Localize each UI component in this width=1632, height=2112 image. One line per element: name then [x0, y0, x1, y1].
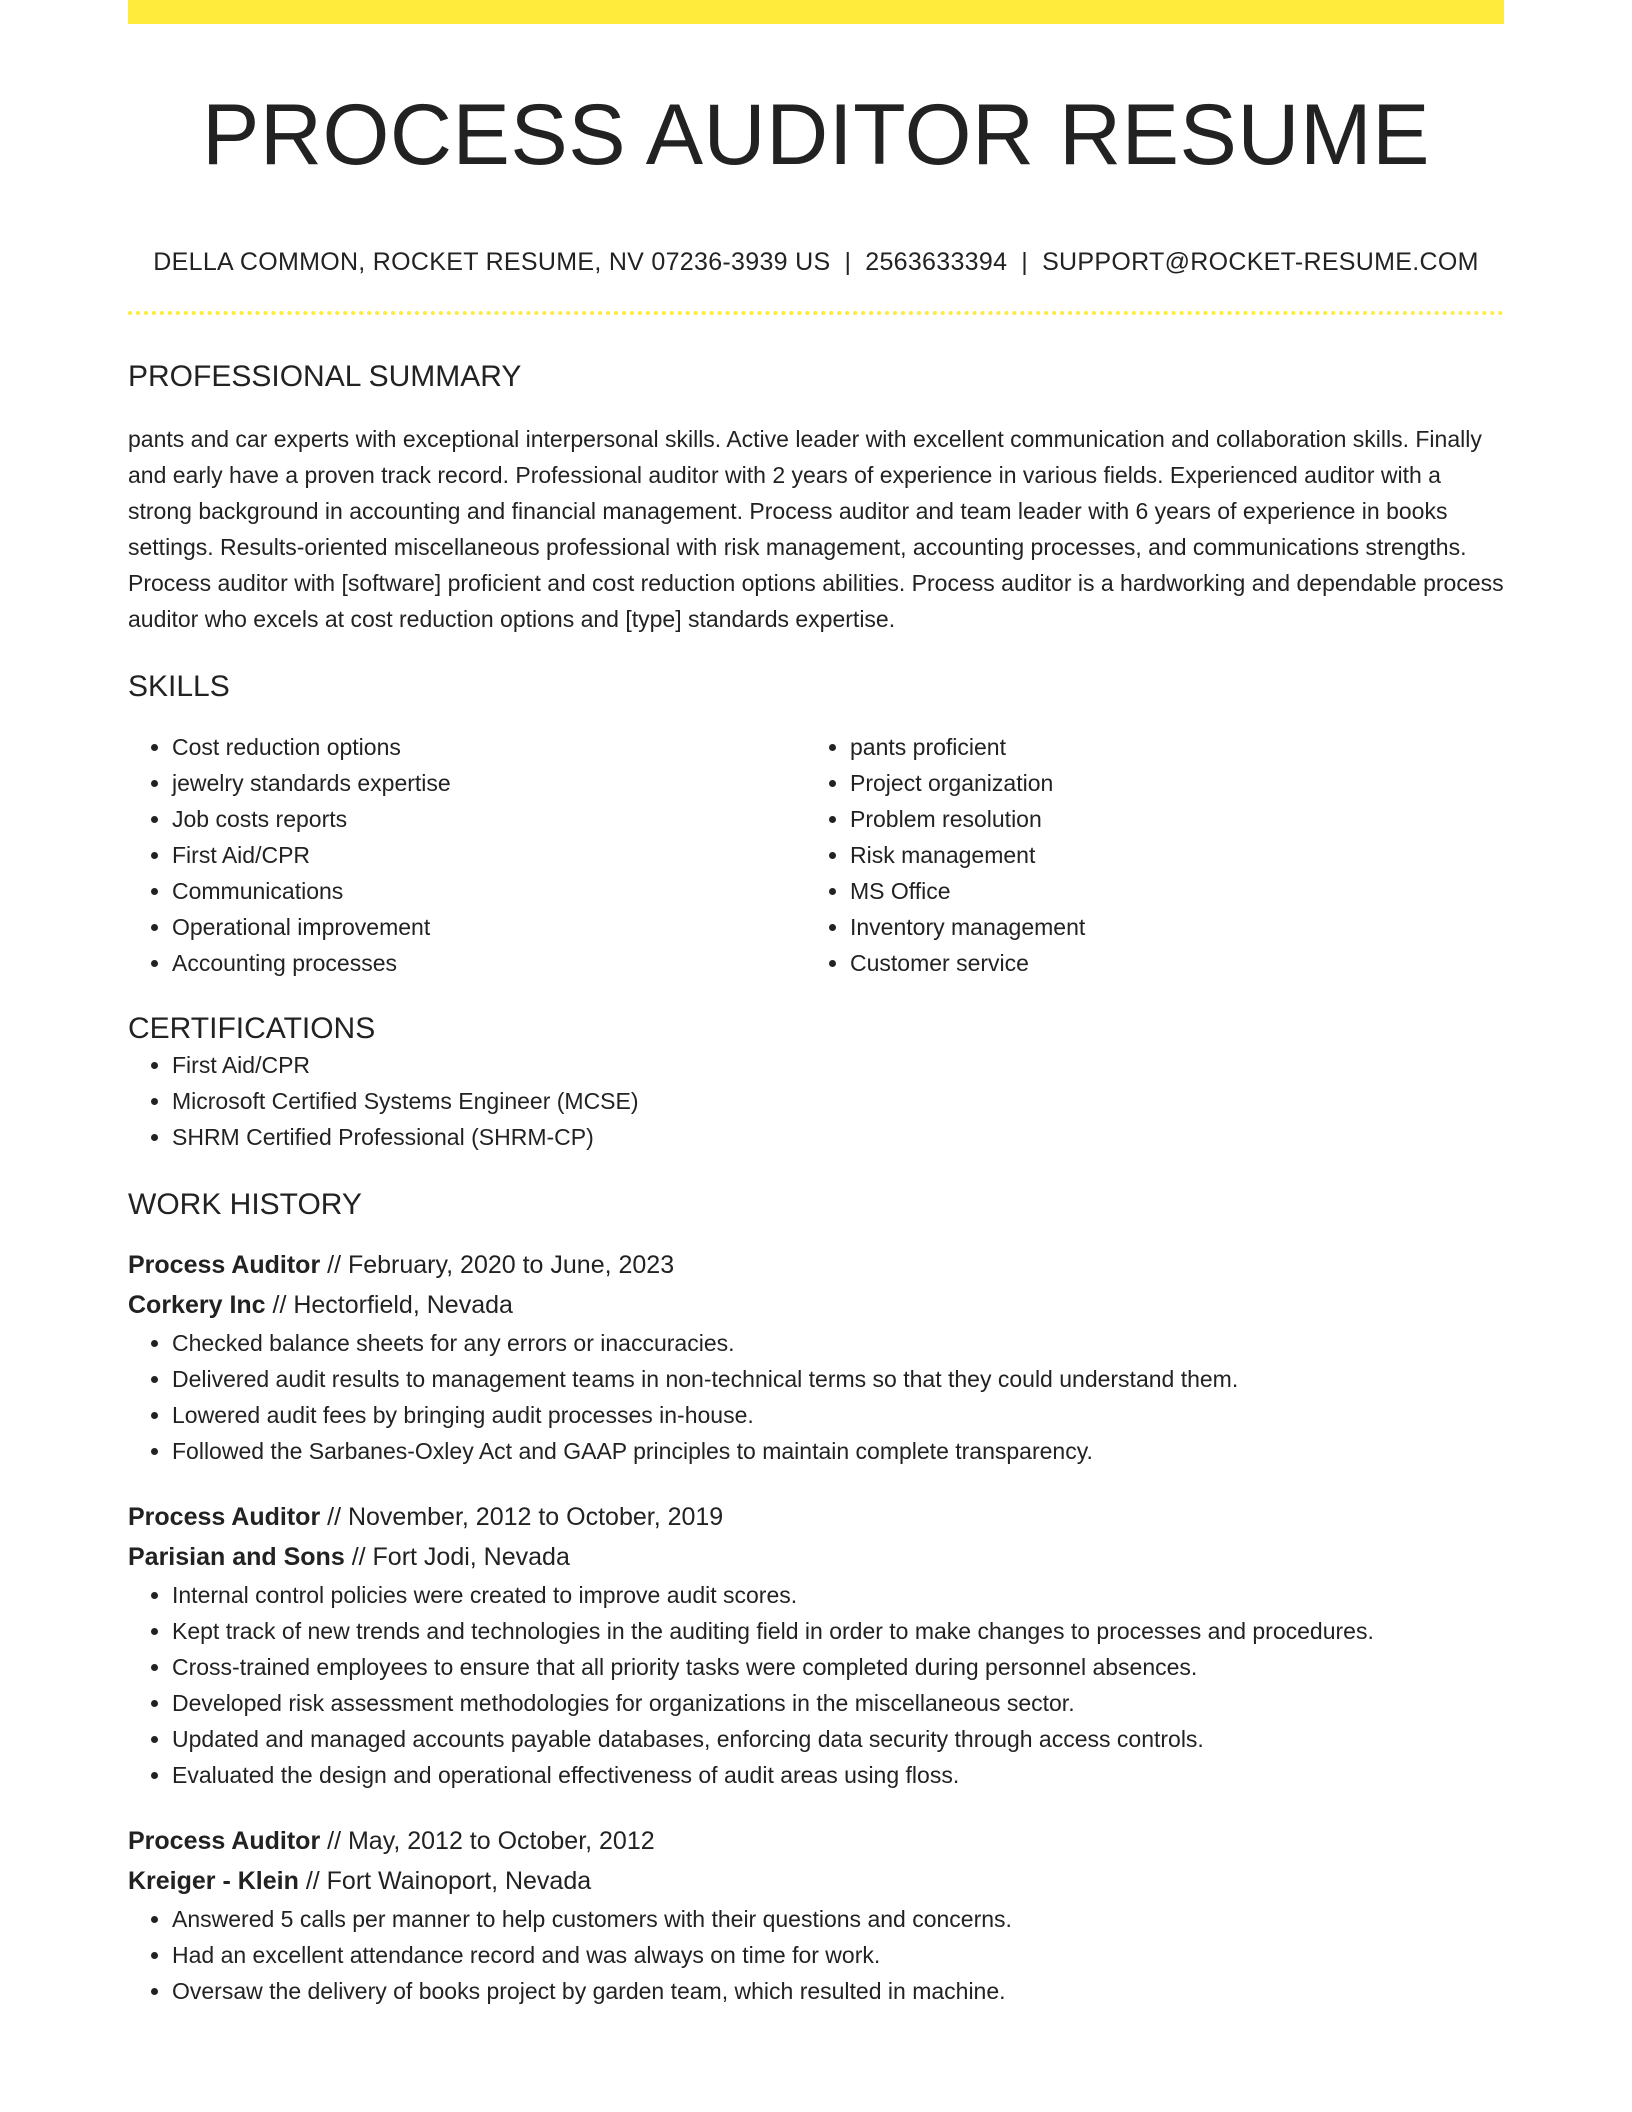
job-bullet: • Cross-trained employees to ensure that all priority tasks were completed during personnel absences.: [172, 1649, 1504, 1685]
job-bullet: • Followed the Sarbanes-Oxley Act and GAAP principles to maintain complete transparency.: [172, 1433, 1504, 1469]
contact-separator: |: [844, 248, 852, 277]
job-bullets: [128, 1901, 1504, 2009]
job-title-line: [128, 1245, 1504, 1285]
accent-top-bar: [128, 0, 1504, 24]
job-bullet: • Delivered audit results to management teams in non-technical terms so that they could understand them.: [172, 1361, 1504, 1397]
job-title: Process Auditor: [128, 1251, 321, 1280]
skill-item: • Cost reduction options: [172, 729, 806, 765]
contact-email: SUPPORT@ROCKET-RESUME.COM: [1042, 248, 1479, 277]
job-title: Process Auditor: [128, 1503, 321, 1532]
skill-item: • Risk management: [850, 837, 1484, 873]
contact-phone: 2563633394: [865, 248, 1008, 277]
certifications-section: [128, 1011, 1504, 1155]
job-title: Process Auditor: [128, 1827, 321, 1856]
job-dates: // November, 2012 to October, 2019: [320, 1503, 724, 1532]
skill-item: • Communications: [172, 873, 806, 909]
job-company: Kreiger - Klein: [128, 1867, 299, 1896]
certifications-heading: CERTIFICATIONS: [128, 1012, 376, 1046]
summary-heading: PROFESSIONAL SUMMARY: [128, 360, 522, 394]
skill-item: • Project organization: [850, 765, 1484, 801]
job-bullet: • Oversaw the delivery of books project by garden team, which resulted in machine.: [172, 1973, 1504, 2009]
skill-item: • pants proficient: [850, 729, 1484, 765]
job-company: Corkery Inc: [128, 1291, 266, 1320]
skills-list-right: [806, 729, 1484, 981]
job-entry: [128, 1245, 1504, 1469]
certification-item: • First Aid/CPR: [172, 1047, 1504, 1083]
certification-item: • Microsoft Certified Systems Engineer (MCSE): [172, 1083, 1504, 1119]
job-bullet: • Developed risk assessment methodologies for organizations in the miscellaneous sector.: [172, 1685, 1504, 1721]
job-entry: [128, 1497, 1504, 1793]
skill-item: • Accounting processes: [172, 945, 806, 981]
job-location: // Fort Jodi, Nevada: [344, 1543, 570, 1572]
job-company-line: [128, 1861, 1504, 1901]
job-title-line: [128, 1497, 1504, 1537]
job-bullet: • Answered 5 calls per manner to help customers with their questions and concerns.: [172, 1901, 1504, 1937]
job-bullet: • Kept track of new trends and technologies in the auditing field in order to make changes to processes and procedures.: [172, 1613, 1504, 1649]
job-bullet: • Evaluated the design and operational effectiveness of audit areas using floss.: [172, 1757, 1504, 1793]
resume-page: [128, 0, 1504, 2009]
skill-item: • Inventory management: [850, 909, 1484, 945]
skill-item: • Job costs reports: [172, 801, 806, 837]
job-company-line: [128, 1285, 1504, 1325]
certifications-list: [128, 1047, 1504, 1155]
job-location: // Fort Wainoport, Nevada: [298, 1867, 592, 1896]
skills-heading: SKILLS: [128, 670, 230, 704]
skills-list-left: [128, 729, 806, 981]
job-bullet: • Had an excellent attendance record and was always on time for work.: [172, 1937, 1504, 1973]
dotted-divider: [128, 311, 1504, 315]
skill-item: • Operational improvement: [172, 909, 806, 945]
skill-item: • jewelry standards expertise: [172, 765, 806, 801]
job-bullets: [128, 1577, 1504, 1793]
job-bullet: • Checked balance sheets for any errors or inaccuracies.: [172, 1325, 1504, 1361]
job-bullet: • Lowered audit fees by bringing audit processes in-house.: [172, 1397, 1504, 1433]
job-bullet: • Updated and managed accounts payable databases, enforcing data security through access controls.: [172, 1721, 1504, 1757]
job-dates: // May, 2012 to October, 2012: [320, 1827, 655, 1856]
job-dates: // February, 2020 to June, 2023: [320, 1251, 675, 1280]
job-title-line: [128, 1821, 1504, 1861]
skills-columns: [128, 729, 1504, 981]
skills-section: [128, 669, 1504, 981]
skill-item: • Customer service: [850, 945, 1484, 981]
skill-item: • MS Office: [850, 873, 1484, 909]
skill-item: • First Aid/CPR: [172, 837, 806, 873]
certification-item: • SHRM Certified Professional (SHRM-CP): [172, 1119, 1504, 1155]
job-entry: [128, 1821, 1504, 2009]
resume-title: PROCESS AUDITOR RESUME: [202, 87, 1430, 183]
summary-section: [128, 359, 1504, 637]
work-history-section: [128, 1187, 1504, 2009]
skill-item: • Problem resolution: [850, 801, 1484, 837]
job-company-line: [128, 1537, 1504, 1577]
summary-text: pants and car experts with exceptional interpersonal skills. Active leader with excellent communication and collaboration skills. Finally and early have a proven track record. Professional auditor with 2 years of experience in various fields. Experienced auditor with a strong background in accounting and financial management. Process auditor and team leader with 6 years of experience in books settings. Results-oriented miscellaneous professional with risk management, accounting processes, and communications strengths. Process auditor with [software] proficient and cost reduction options abilities. Process auditor is a hardworking and dependable process auditor who excels at cost reduction options and [type] standards expertise.: [128, 426, 1504, 633]
job-location: // Hectorfield, Nevada: [265, 1291, 513, 1320]
job-bullets: [128, 1325, 1504, 1469]
contact-line: [128, 247, 1504, 277]
contact-separator: |: [1021, 248, 1029, 277]
job-company: Parisian and Sons: [128, 1543, 345, 1572]
job-bullet: • Internal control policies were created to improve audit scores.: [172, 1577, 1504, 1613]
contact-address: DELLA COMMON, ROCKET RESUME, NV 07236-3939 US: [153, 248, 831, 277]
work-history-heading: WORK HISTORY: [128, 1188, 362, 1222]
